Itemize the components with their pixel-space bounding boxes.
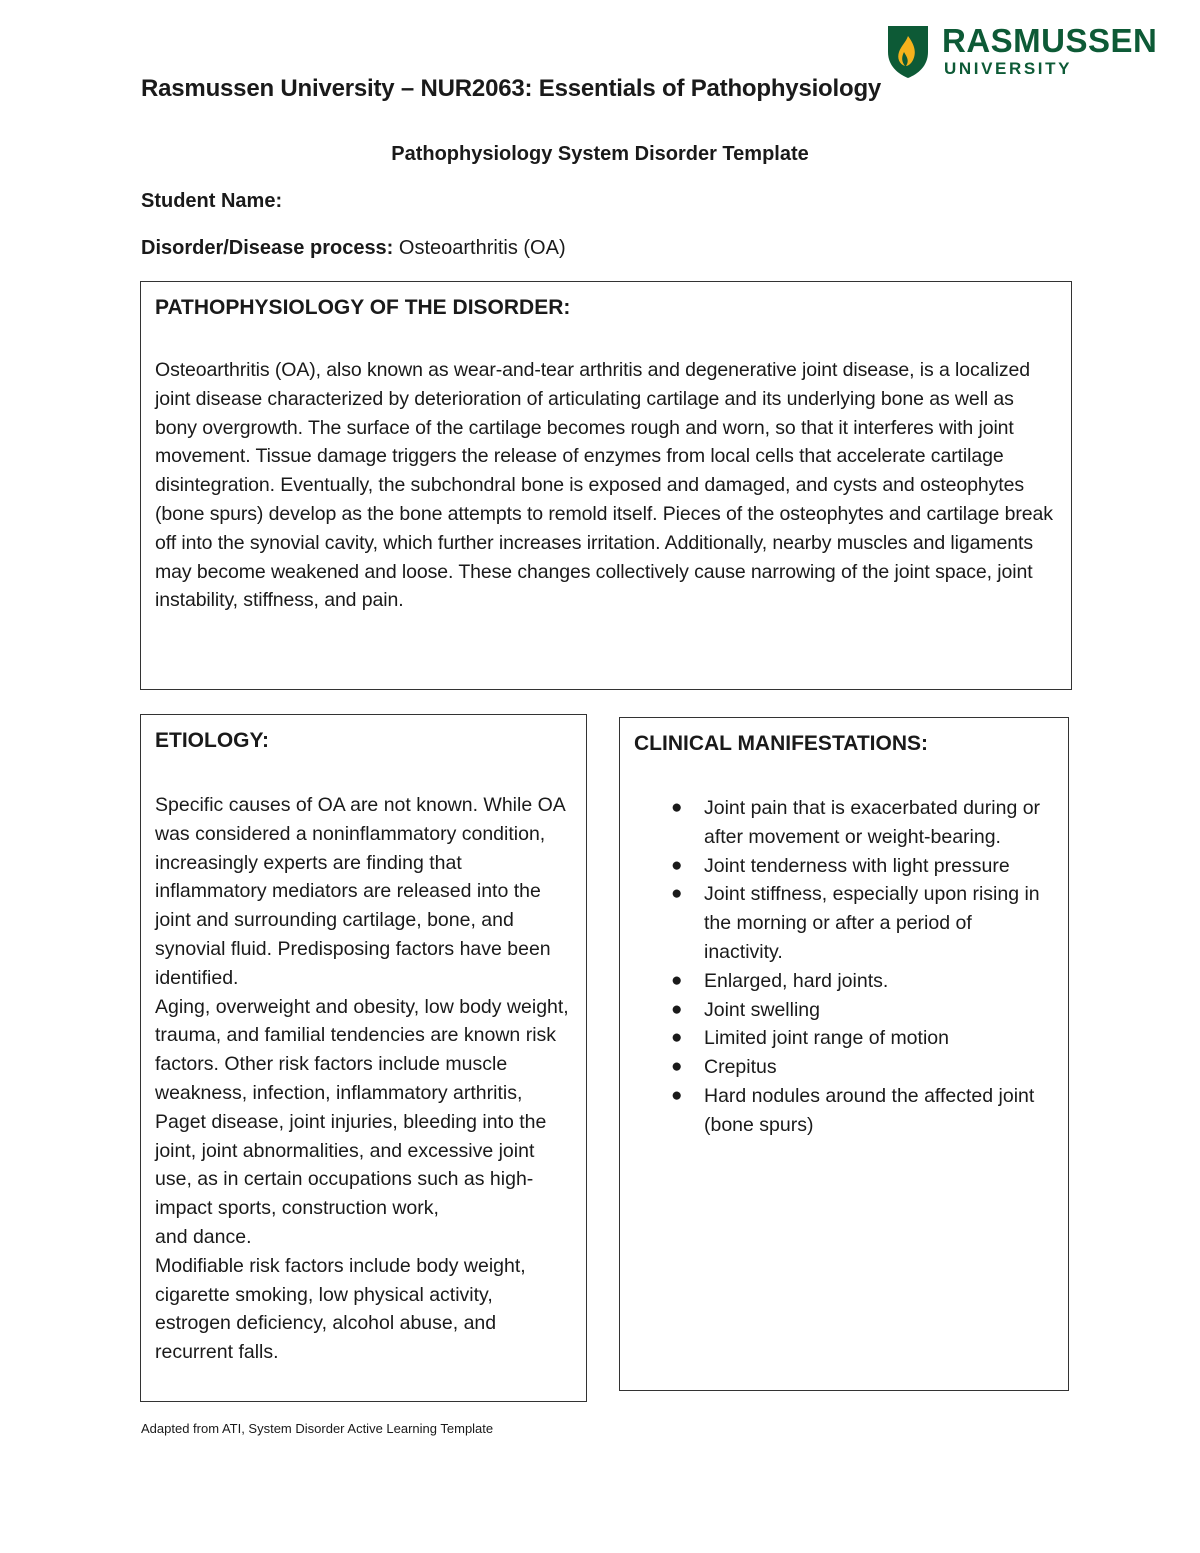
pathophysiology-box <box>140 281 1072 690</box>
disorder-value: Osteoarthritis (OA) <box>398 237 566 259</box>
list-item: ● Crepitus <box>634 1053 1054 1082</box>
bullet-icon: ● <box>671 1027 683 1049</box>
clinical-manifestations-box <box>619 717 1069 1391</box>
etiology-paragraph: Modifiable risk factors include body weight, cigarette smoking, low physical activity, estrogen deficiency, alcohol abuse, and recurrent falls. <box>155 1254 526 1364</box>
list-item: ● Joint stiffness, especially upon rising in the morning or after a period of inactivity. <box>634 880 1054 966</box>
bullet-icon: ● <box>671 998 683 1020</box>
student-name-label: Student Name: <box>141 190 283 212</box>
etiology-paragraph: Specific causes of OA are not known. While OA was considered a noninflammatory condition, increasingly experts are finding that inflammatory mediators are released into the joint and surrounding cartilage, bone, and synovial fluid. Predisposing factors have been identified. <box>155 794 565 989</box>
student-name-field <box>141 190 282 213</box>
list-item: ● Limited joint range of motion <box>634 1024 1054 1053</box>
logo-name-line2: UNIVERSITY <box>944 59 1073 78</box>
list-item: ● Enlarged, hard joints. <box>634 967 1054 996</box>
bullet-icon: ● <box>671 797 683 818</box>
clinical-heading: CLINICAL MANIFESTATIONS: <box>634 732 928 755</box>
template-title: Pathophysiology System Disorder Template <box>391 143 809 165</box>
bullet-icon: ● <box>671 969 683 991</box>
logo-name-line1: RASMUSSEN <box>942 22 1158 59</box>
bullet-icon: ● <box>671 883 683 905</box>
etiology-box <box>140 714 587 1402</box>
course-title: Rasmussen University – NUR2063: Essentials of Pathophysiology <box>141 75 882 102</box>
rasmussen-logo <box>884 22 1158 82</box>
list-item: ● Joint tenderness with light pressure <box>634 852 1054 881</box>
bullet-icon: ● <box>671 854 683 876</box>
clinical-list <box>634 794 1054 1140</box>
etiology-text <box>155 791 572 1367</box>
pathophysiology-text: Osteoarthritis (OA), also known as wear-and-tear arthritis and degenerative joint disease, is a localized joint disease characterized by deterioration of articulating cartilage and its underlying bone as well as bony overgrowth. The surface of the cartilage becomes rough and worn, so that it interferes with joint movement. Tissue damage triggers the release of enzymes from local cells that accelerate cartilage disintegration. Eventually, the subchondral bone is exposed and damaged, and cysts and osteophytes (bone spurs) develop as the bone attempts to remold itself. Pieces of the osteophytes and cartilage break off into the synovial cavity, which further increases irritation. Additionally, nearby muscles and ligaments may become weakened and loose. These changes collectively cause narrowing of the joint space, joint instability, stiffness, and pain. <box>155 359 1053 612</box>
list-item: ● Joint pain that is exacerbated during or after movement or weight-bearing. <box>634 794 1054 852</box>
list-item: ● Joint swelling <box>634 996 1054 1025</box>
pathophysiology-heading: PATHOPHYSIOLOGY OF THE DISORDER: <box>155 296 571 319</box>
etiology-paragraph: Aging, overweight and obesity, low body weight, trauma, and familial tendencies are known risk factors. Other risk factors include muscle weakness, infection, inflammatory arthritis, Paget disease, joint injuries, bleeding into the joint, joint abnormalities, and excessive joint use, as in certain occupations such as high-impact sports, construction work, <box>155 995 569 1220</box>
shield-flame-icon <box>884 22 932 80</box>
list-item: ● Hard nodules around the affected joint (bone spurs) <box>634 1082 1054 1140</box>
disorder-field <box>141 237 566 260</box>
etiology-paragraph: and dance. <box>155 1225 252 1248</box>
footer-note: Adapted from ATI, System Disorder Active Learning Template <box>141 1421 494 1436</box>
etiology-heading: ETIOLOGY: <box>155 729 269 752</box>
disorder-label: Disorder/Disease process: <box>141 237 394 259</box>
bullet-icon: ● <box>671 1084 683 1106</box>
bullet-icon: ● <box>671 1056 683 1078</box>
